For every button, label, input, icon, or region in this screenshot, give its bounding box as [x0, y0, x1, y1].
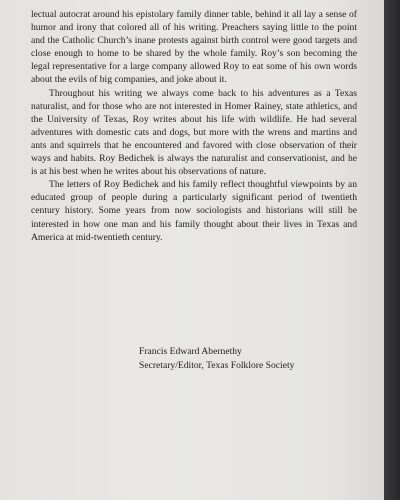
author-name: Francis Edward Abernethy — [139, 346, 242, 357]
paragraph-2: Throughout his writing we always come back to his adventures as a Texas naturalist, and for those who are not interested in Homer Rainey, state athletics, and the University of Texas, Roy writes about his life with wildlife. He had several adventures with domestic cats and dogs, but more with the wrens and martins and ants and squirrels that he encountered and favored with close observation of their ways and habits. Roy Bedichek is always the naturalist and conservationist, and he is at his best when he writes about his observations of nature. — [31, 87, 357, 178]
body-text — [31, 8, 357, 244]
paragraph-3: The letters of Roy Bedichek and his family reflect thoughtful viewpoints by an educated group of people during a particularly significant period of twentieth century history. Some years from now sociologists and historians will still be interested in how one man and his family thought about their lives in Texas and America at mid-twentieth century. — [31, 179, 357, 243]
author-title: Secretary/Editor, Texas Folklore Society — [139, 359, 295, 371]
signature-block — [139, 345, 294, 372]
paragraph-1: lectual autocrat around his epistolary family dinner table, behind it all lay a sense of humor and irony that colored all of his writing. Preachers saying little to the point and the Catholic Church’s inane protests against birth control were good targets and close enough to home to be shared by the whole family. Roy’s son becoming the legal representative for a large company allowed Roy to eat some of his own words about the evils of big companies, and joke about it. — [31, 9, 357, 86]
page-edge-shadow — [384, 0, 400, 500]
